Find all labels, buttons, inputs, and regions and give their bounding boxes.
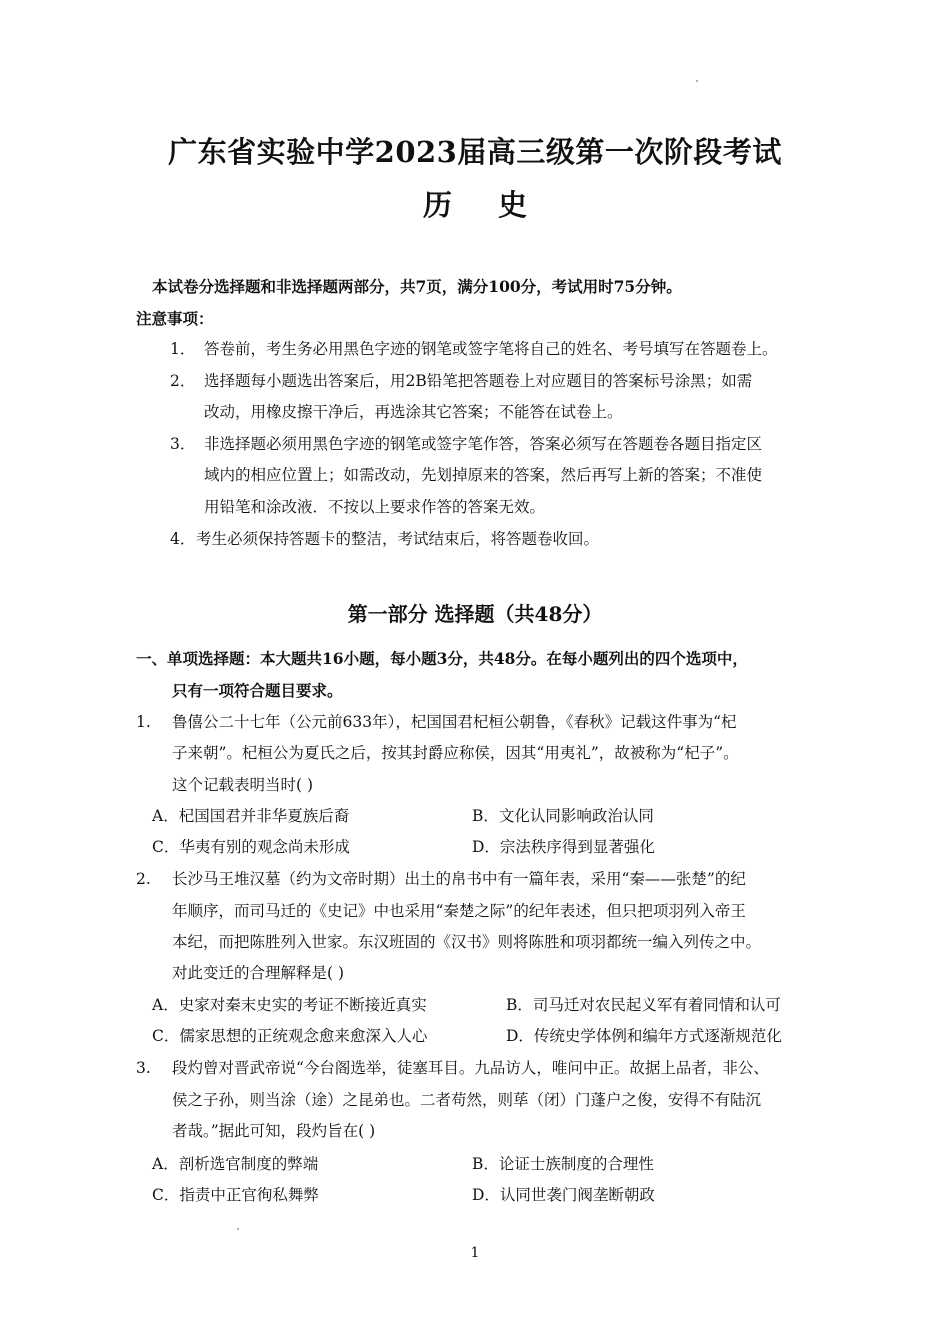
notice-line: 域内的相应位置上；如需改动，先划掉原来的答案，然后再写上新的答案；不准使 xyxy=(204,466,763,484)
option-b: B．文化认同影响政治认同 xyxy=(472,807,654,825)
option-d: D．传统史学体例和编年方式逐渐规范化 xyxy=(506,1027,782,1045)
question-line: 侯之子孙，则当涂（途）之昆弟也。二者苟然，则荜（闭）门蓬户之俊，安得不有陆沉 xyxy=(172,1091,762,1109)
notice-line: 答卷前，考生务必用黑色字迹的钢笔或签字笔将自己的姓名、考号填写在答题卷上。 xyxy=(204,340,778,358)
question-line: 长沙马王堆汉墓（约为文帝时期）出土的帛书中有一篇年表，采用“秦——张楚”的纪 xyxy=(172,870,746,888)
notice-num: 4． xyxy=(170,530,196,548)
notice-heading: 注意事项： xyxy=(136,309,214,328)
question-line: 鲁僖公二十七年（公元前633年），杞国国君杞桓公朝鲁，《春秋》记载这件事为“杞 xyxy=(172,713,737,731)
option-d: D．宗法秩序得到显著强化 xyxy=(472,838,655,856)
exam-intro: 本试卷分选择题和非选择题两部分，共7页，满分100分，考试用时75分钟。 xyxy=(152,277,682,296)
notice-line: 改动，用橡皮擦干净后，再选涂其它答案；不能答在试卷上。 xyxy=(204,403,623,421)
question-number: 1. xyxy=(136,713,151,731)
option-b: B．司马迁对农民起义军有着同情和认可 xyxy=(506,996,781,1014)
question-line: 本纪，而把陈胜列入世家。东汉班固的《汉书》则将陈胜和项羽都统一编入列传之中。 xyxy=(172,933,762,951)
question-number: 2. xyxy=(136,870,151,888)
scan-dot xyxy=(696,80,698,82)
question-line: 者哉。”据此可知，段灼旨在( ) xyxy=(172,1122,376,1140)
notice-line: 用铅笔和涂改液．不按以上要求作答的答案无效。 xyxy=(204,498,546,516)
question-line: 年顺序，而司马迁的《史记》中也采用“秦楚之际”的纪年表述，但只把项羽列入帝王 xyxy=(172,902,746,920)
question-number: 3. xyxy=(136,1059,151,1077)
scan-dot xyxy=(237,1228,239,1230)
subject-title: 历 史 xyxy=(422,188,546,222)
option-d: D．认同世袭门阀垄断朝政 xyxy=(472,1186,655,1204)
option-b: B．论证士族制度的合理性 xyxy=(472,1155,654,1173)
section-instruction: 只有一项符合题目要求。 xyxy=(172,681,343,700)
question-line: 这个记载表明当时( ) xyxy=(172,776,314,794)
question-line: 段灼曾对晋武帝说“今台阁选举，徒塞耳目。九品访人，唯问中正。故据上品者，非公、 xyxy=(172,1059,769,1077)
option-a: A．杞国国君并非华夏族后裔 xyxy=(152,807,350,825)
question-line: 子来朝”。杞桓公为夏氏之后，按其封爵应称侯，因其“用夷礼”，故被称为“杞子”。 xyxy=(172,744,739,762)
notice-line: 非选择题必须用黑色字迹的钢笔或签字笔作答，答案必须写在答题卷各题目指定区 xyxy=(204,435,763,453)
section-instruction: 一、单项选择题：本大题共16小题，每小题3分，共48分。在每小题列出的四个选项中， xyxy=(136,649,748,668)
notice-num: 3． xyxy=(170,435,196,453)
notice-line: 选择题每小题选出答案后，用2B铅笔把答题卷上对应题目的答案标号涂黑；如需 xyxy=(204,372,753,390)
option-c: C．指责中正官徇私舞弊 xyxy=(152,1186,319,1204)
notice-line: 考生必须保持答题卡的整洁，考试结束后，将答题卷收回。 xyxy=(196,530,600,548)
option-a: A．剖析选官制度的弊端 xyxy=(152,1155,319,1173)
notice-num: 2． xyxy=(170,372,196,390)
notice-num: 1． xyxy=(170,340,196,358)
page-number: 1 xyxy=(470,1245,480,1261)
section-title: 第一部分 选择题（共48分） xyxy=(347,602,603,626)
question-line: 对此变迁的合理解释是( ) xyxy=(172,964,345,982)
exam-title: 广东省实验中学2023届高三级第一次阶段考试 xyxy=(168,135,782,169)
option-c: C．儒家思想的正统观念愈来愈深入人心 xyxy=(152,1027,428,1045)
option-c: C．华夷有别的观念尚未形成 xyxy=(152,838,350,856)
option-a: A．史家对秦末史实的考证不断接近真实 xyxy=(152,996,427,1014)
